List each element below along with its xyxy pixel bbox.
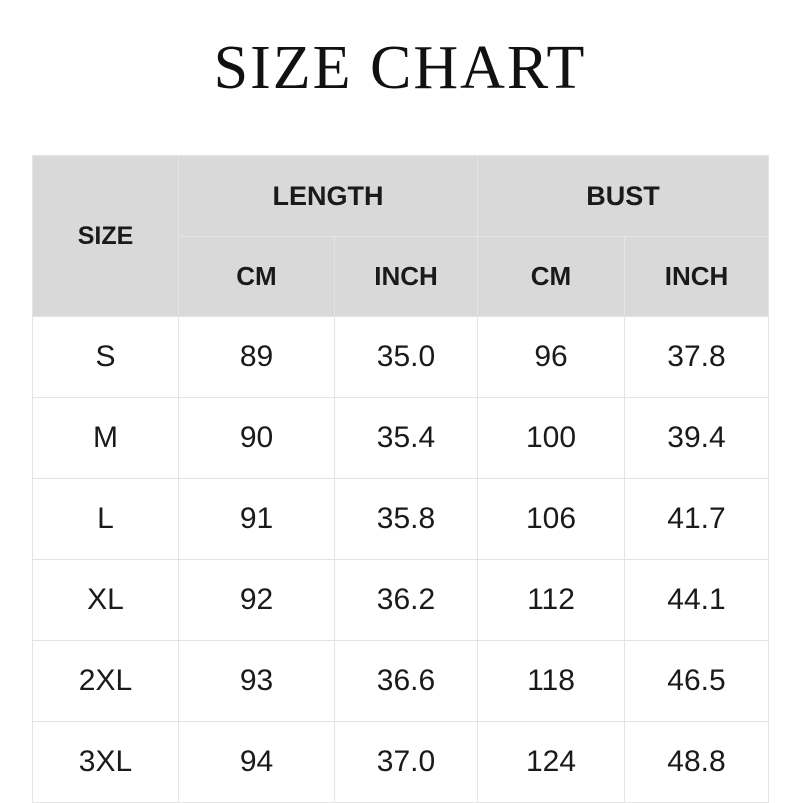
cell-bust-inch: 44.1 xyxy=(625,560,769,641)
cell-bust-cm: 96 xyxy=(478,317,625,398)
size-chart-table xyxy=(32,155,769,803)
header-bust: BUST xyxy=(478,156,769,237)
table-header xyxy=(33,156,769,317)
cell-bust-cm: 124 xyxy=(478,722,625,803)
cell-bust-inch: 39.4 xyxy=(625,398,769,479)
cell-length-inch: 35.4 xyxy=(335,398,478,479)
header-size: SIZE xyxy=(33,156,179,317)
page-title: SIZE CHART xyxy=(213,34,587,102)
size-chart-table-wrapper xyxy=(32,155,768,803)
cell-length-cm: 89 xyxy=(179,317,335,398)
cell-length-inch: 37.0 xyxy=(335,722,478,803)
cell-size: 2XL xyxy=(33,641,179,722)
table-body xyxy=(33,317,769,803)
cell-size: XL xyxy=(33,560,179,641)
header-bust-cm: CM xyxy=(478,237,625,317)
cell-size: 3XL xyxy=(33,722,179,803)
cell-size: S xyxy=(33,317,179,398)
cell-length-cm: 92 xyxy=(179,560,335,641)
table-row xyxy=(33,398,769,479)
cell-bust-cm: 112 xyxy=(478,560,625,641)
cell-length-inch: 36.6 xyxy=(335,641,478,722)
table-header-group-row xyxy=(33,156,769,237)
header-length-inch: INCH xyxy=(335,237,478,317)
cell-bust-inch: 37.8 xyxy=(625,317,769,398)
cell-length-cm: 94 xyxy=(179,722,335,803)
table-row xyxy=(33,641,769,722)
cell-size: L xyxy=(33,479,179,560)
cell-length-inch: 35.0 xyxy=(335,317,478,398)
cell-length-inch: 35.8 xyxy=(335,479,478,560)
cell-bust-cm: 118 xyxy=(478,641,625,722)
cell-bust-cm: 100 xyxy=(478,398,625,479)
header-bust-inch: INCH xyxy=(625,237,769,317)
table-row xyxy=(33,722,769,803)
cell-length-cm: 93 xyxy=(179,641,335,722)
cell-bust-cm: 106 xyxy=(478,479,625,560)
table-row xyxy=(33,317,769,398)
cell-bust-inch: 46.5 xyxy=(625,641,769,722)
header-length: LENGTH xyxy=(179,156,478,237)
header-length-cm: CM xyxy=(179,237,335,317)
table-row xyxy=(33,479,769,560)
table-row xyxy=(33,560,769,641)
cell-length-inch: 36.2 xyxy=(335,560,478,641)
cell-length-cm: 91 xyxy=(179,479,335,560)
cell-bust-inch: 48.8 xyxy=(625,722,769,803)
cell-bust-inch: 41.7 xyxy=(625,479,769,560)
cell-size: M xyxy=(33,398,179,479)
cell-length-cm: 90 xyxy=(179,398,335,479)
